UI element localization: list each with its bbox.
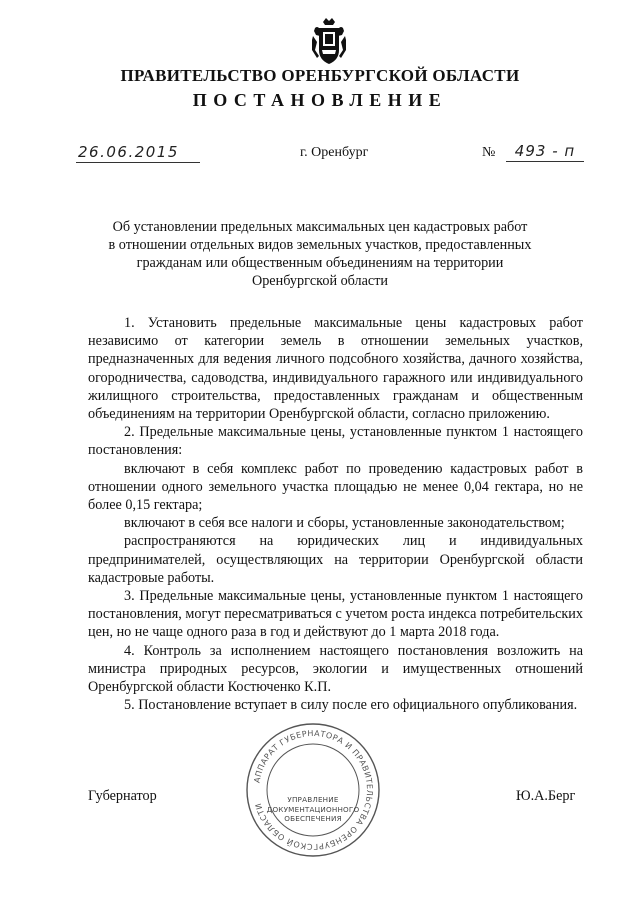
number-sign: № <box>482 145 496 160</box>
stamp-ring-text: АППАРАТ ГУБЕРНАТОРА И ПРАВИТЕЛЬСТВА ОРЕНБУРГСКОЙ ОБЛАСТИ <box>252 728 375 852</box>
title-line: в отношении отдельных видов земельных участков, предоставленных <box>108 237 532 253</box>
paragraph-3: 3. Предельные максимальные цены, установленные пунктом 1 настоящего постановления, могут пересматриваться с учетом роста индекса потребительских цен, но не чаще одного раза в год и действуют до 1 марта 2018 года. <box>88 588 583 641</box>
title-line: Об установлении предельных максимальных цен кадастровых работ <box>112 219 528 235</box>
paragraph-1: 1. Установить предельные максимальные цены кадастровых работ независимо от категории земель в отношении земельных участков, предназначенных для ведения личного подсобного хозяйства, дачного хозяйства, огородничества, садоводства, индивидуального гаражного или индивидуального жилищного строительства, предоставленных гражданам и общественным объединениям на территории Оренбургской области, согласно приложению. <box>88 315 583 423</box>
title-line: гражданам или общественным объединениям на территории <box>136 255 504 271</box>
svg-text:АППАРАТ ГУБЕРНАТОРА И ПРАВИТЕЛ <box>252 729 374 851</box>
stamp-line: УПРАВЛЕНИЕ <box>287 795 339 804</box>
signatory-role: Губернатор <box>88 788 157 804</box>
stamp-center-text <box>262 795 364 824</box>
paragraph-2: 2. Предельные максимальные цены, установленные пунктом 1 настоящего постановления: <box>88 424 583 459</box>
coat-of-arms-icon <box>309 16 349 66</box>
stamp-line: ОБЕСПЕЧЕНИЯ <box>284 814 342 823</box>
document-body <box>88 314 583 714</box>
stamp-line: ДОКУМЕНТАЦИОННОГО <box>266 804 360 814</box>
signatory-name: Ю.А.Берг <box>516 788 576 804</box>
paragraph-2-item: включают в себя комплекс работ по проведению кадастровых работ в отношении одного земельного участка площадью не менее 0,04 гектара, но не более 0,15 гектара; <box>88 460 583 514</box>
organization-name: ПРАВИТЕЛЬСТВО ОРЕНБУРГСКОЙ ОБЛАСТИ <box>120 66 520 85</box>
paragraph-2-item: включают в себя все налоги и сборы, установленные законодательством; <box>124 515 565 532</box>
paragraph-5: 5. Постановление вступает в силу после его официального опубликования. <box>124 697 578 714</box>
official-stamp <box>243 720 383 860</box>
title-line: Оренбургской области <box>251 273 389 289</box>
document-number: 493 - п <box>506 141 584 162</box>
document-date: 26.06.2015 <box>76 142 200 163</box>
document-type: ПОСТАНОВЛЕНИЕ <box>192 90 448 110</box>
paragraph-2-item: распространяются на юридических лиц и индивидуальных предпринимателей, осуществляющих на территории Оренбургской области кадастровые работы. <box>88 533 583 586</box>
document-title <box>95 218 545 290</box>
document-city: г. Оренбург <box>300 145 369 160</box>
paragraph-4: 4. Контроль за исполнением настоящего постановления возложить на министра природных ресурсов, экологии и имущественных отношений Оренбургской области Костюченко К.П. <box>88 642 583 696</box>
